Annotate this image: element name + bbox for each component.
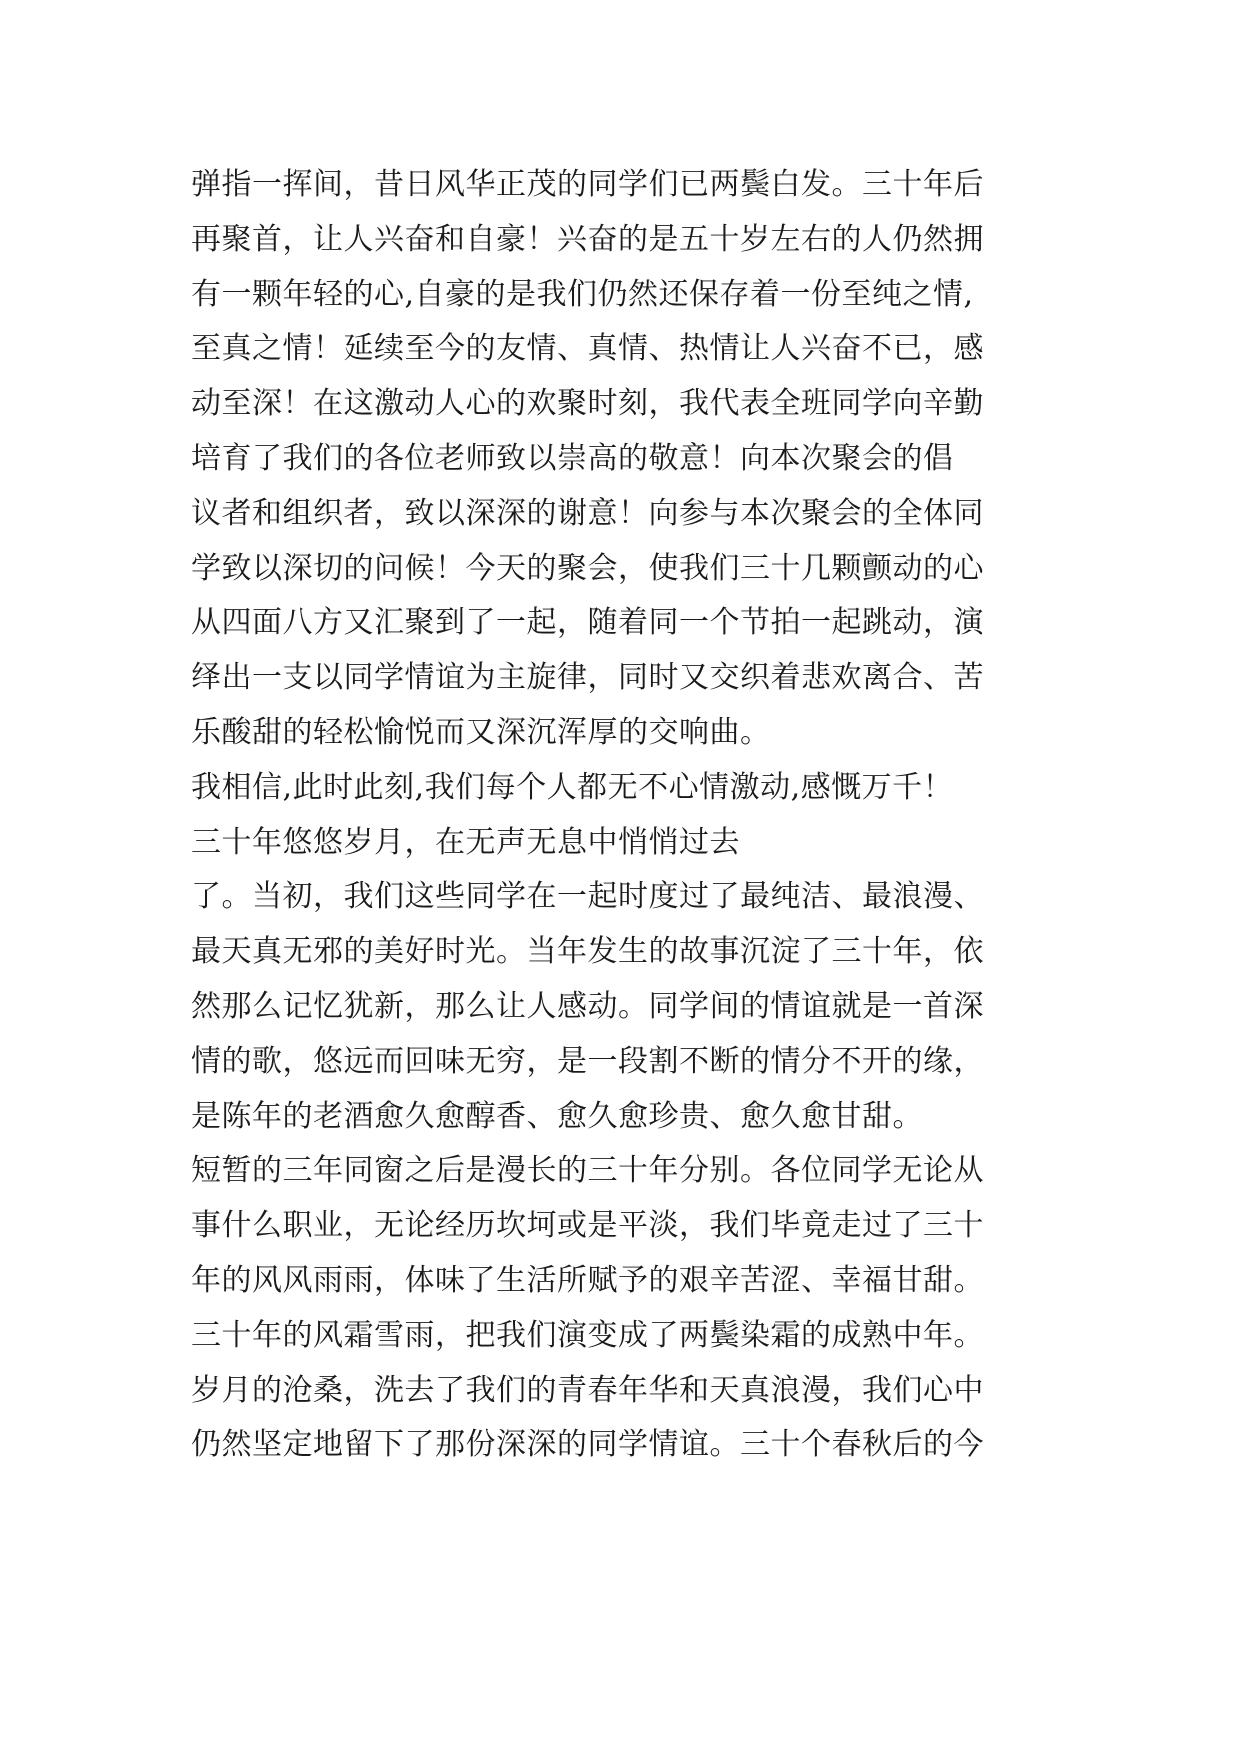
text-line: 动至深！在这激动人心的欢聚时刻，我代表全班同学向辛勤 [191,386,984,422]
text-line: 仍然坚定地留下了那份深深的同学情谊。三十个春秋后的今 [191,1427,984,1463]
text-line: 岁月的沧桑，洗去了我们的青春年华和天真浪漫，我们心中 [191,1372,984,1408]
text-line: 至真之情！延续至今的友情、真情、热情让人兴奋不已，感 [191,331,984,367]
text-line: 培育了我们的各位老师致以崇高的敬意！向本次聚会的倡 [191,440,954,476]
text-line: 最天真无邪的美好时光。当年发生的故事沉淀了三十年，依 [191,934,984,970]
text-line: 学致以深切的问候！今天的聚会，使我们三十几颗颤动的心 [191,550,984,586]
document-body-text [191,158,1091,1473]
text-line: 事什么职业，无论经历坎坷或是平淡，我们毕竟走过了三十 [191,1208,984,1244]
text-line: 是陈年的老酒愈久愈醇香、愈久愈珍贵、愈久愈甘甜。 [191,1098,923,1134]
text-line: 三十年悠悠岁月，在无声无息中悄悄过去 [191,824,740,860]
text-line: 再聚首，让人兴奋和自豪！兴奋的是五十岁左右的人仍然拥 [191,221,984,257]
text-line: 了。当初，我们这些同学在一起时度过了最纯洁、最浪漫、 [191,879,984,915]
text-line: 然那么记忆犹新，那么让人感动。同学间的情谊就是一首深 [191,988,984,1024]
text-line: 议者和组织者，致以深深的谢意！向参与本次聚会的全体同 [191,495,984,531]
text-line: 从四面八方又汇聚到了一起，随着同一个节拍一起跳动，演 [191,605,984,641]
text-line: 绎出一支以同学情谊为主旋律，同时又交织着悲欢离合、苦 [191,660,984,696]
text-line: 短暂的三年同窗之后是漫长的三十年分别。各位同学无论从 [191,1153,984,1189]
text-line: 有一颗年轻的心,自豪的是我们仍然还保存着一份至纯之情, [191,276,974,312]
text-line: 年的风风雨雨，体味了生活所赋予的艰辛苦涩、幸福甘甜。 [191,1262,984,1298]
text-line: 弹指一挥间，昔日风华正茂的同学们已两鬓白发。三十年后 [191,167,984,202]
text-line: 我相信,此时此刻,我们每个人都无不心情激动,感慨万千！ [191,769,954,805]
text-line: 三十年的风霜雪雨，把我们演变成了两鬓染霜的成熟中年。 [191,1317,984,1353]
text-line: 乐酸甜的轻松愉悦而又深沉浑厚的交响曲。 [191,714,771,750]
text-line: 情的歌，悠远而回味无穷，是一段割不断的情分不开的缘， [191,1043,984,1079]
